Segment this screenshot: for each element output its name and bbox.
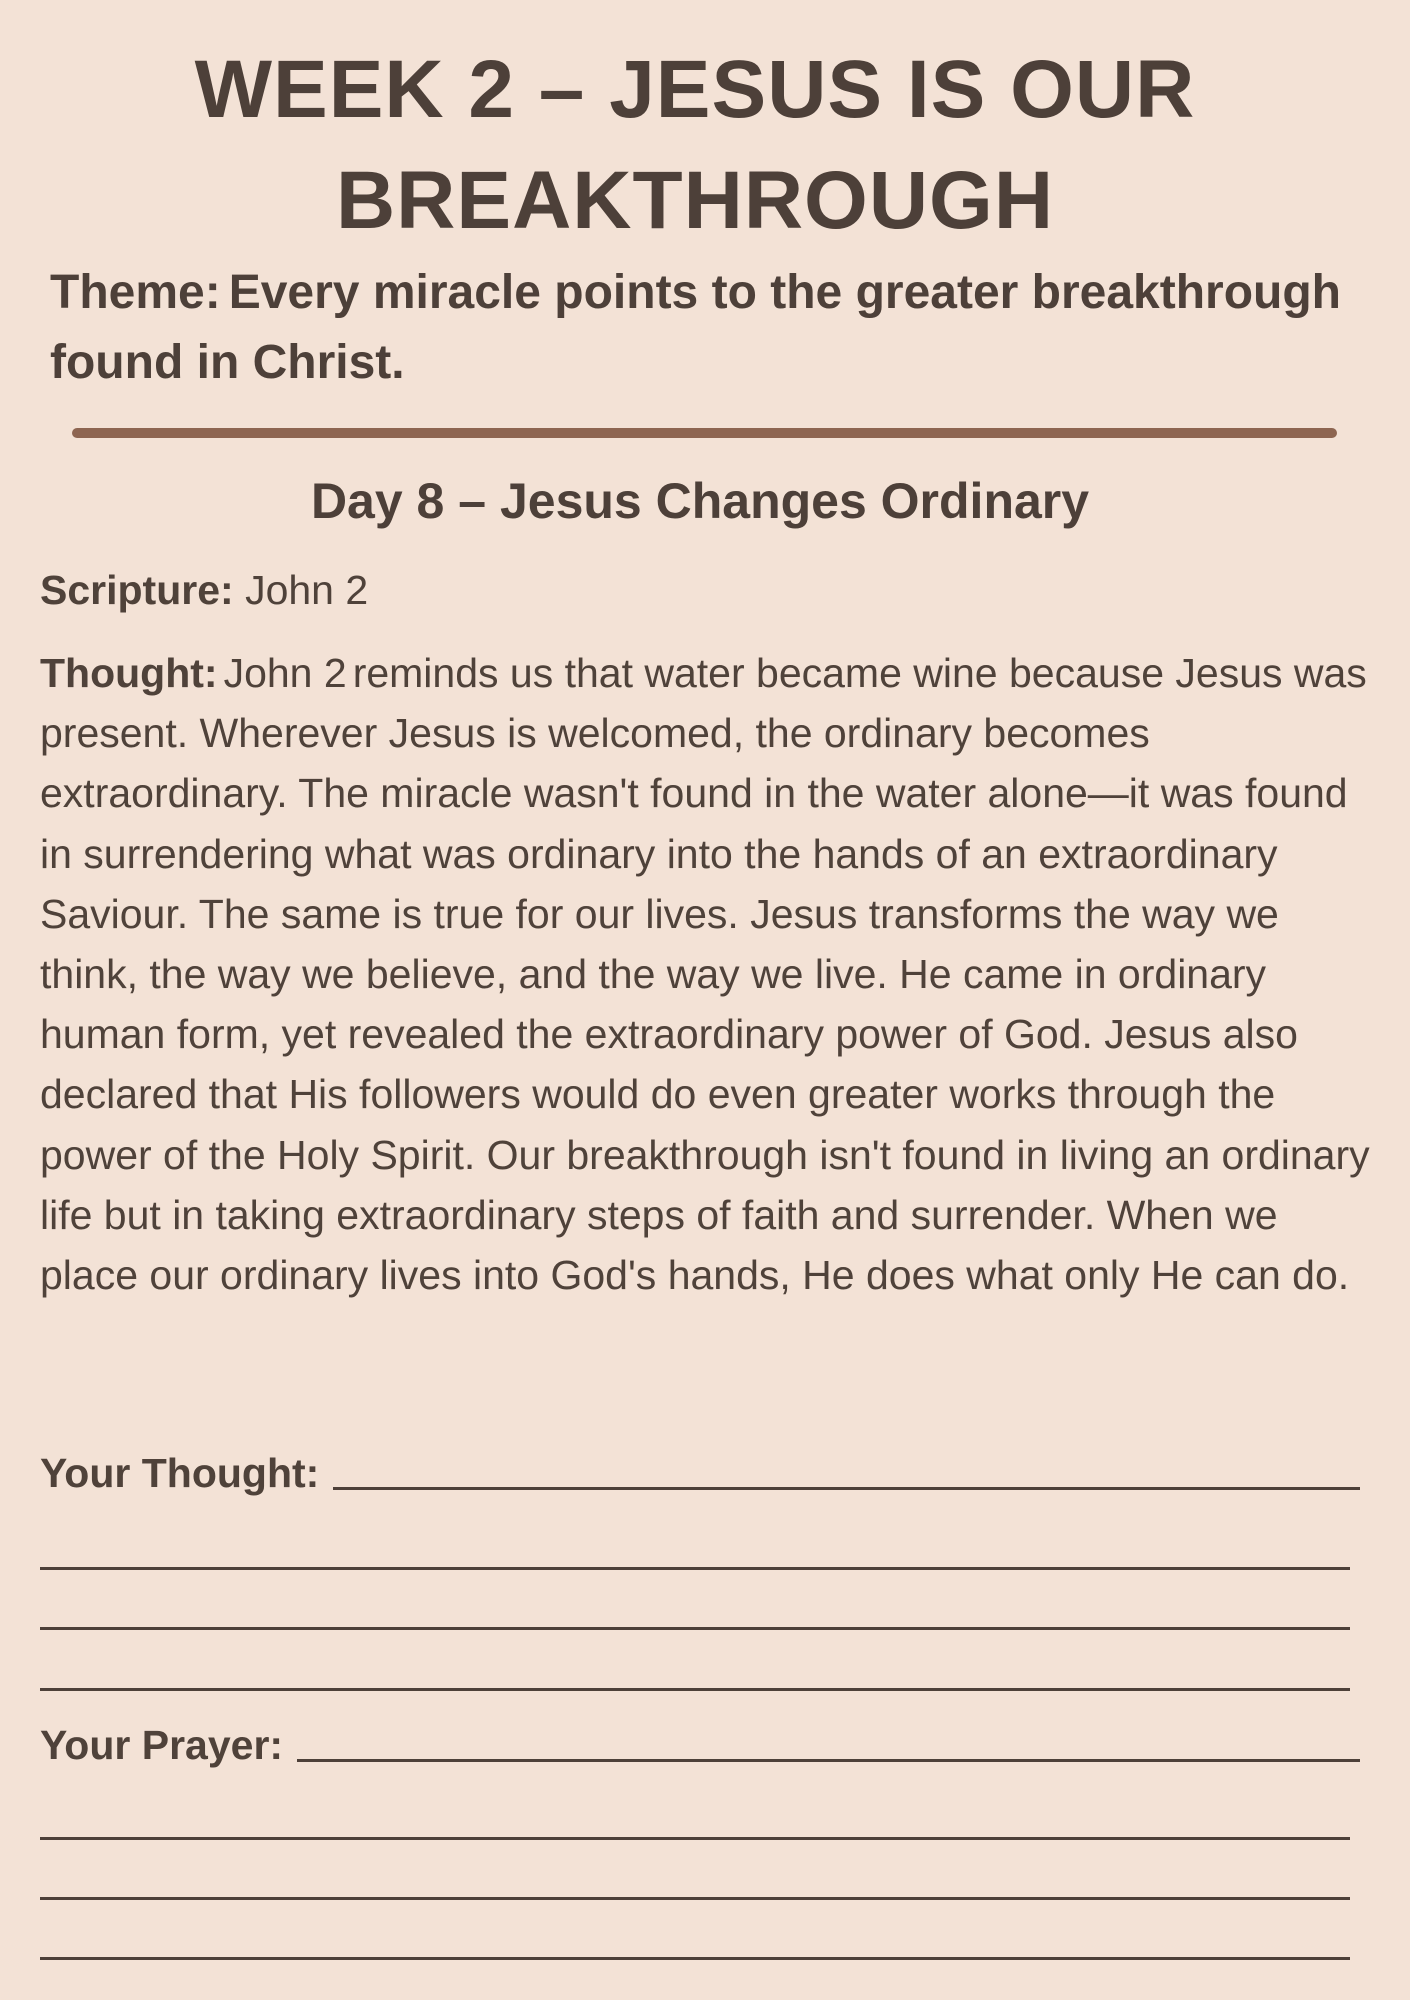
your-prayer-label: Your Prayer: xyxy=(40,1722,284,1768)
your-thought-input-line[interactable] xyxy=(333,1487,1360,1490)
prayer-writing-line-3[interactable] xyxy=(40,1897,1350,1900)
your-prayer-section xyxy=(40,1722,1360,1772)
day-title: Day 8 – Jesus Changes Ordinary xyxy=(310,473,1090,529)
section-divider xyxy=(72,428,1337,438)
thought-reference: John 2 xyxy=(223,650,347,696)
your-thought-row xyxy=(40,1450,1360,1500)
week-title: WEEK 2 – JESUS IS OUR BREAKTHROUGH xyxy=(194,44,1196,246)
theme-line xyxy=(50,258,1390,398)
your-prayer-input-line[interactable] xyxy=(297,1759,1360,1762)
prayer-writing-line-2[interactable] xyxy=(40,1837,1350,1840)
scripture-label: Scripture: xyxy=(40,567,234,613)
theme-text: Every miracle points to the greater breakthrough found in Christ. xyxy=(50,266,1341,389)
theme-label: Theme: xyxy=(50,266,221,319)
your-prayer-row xyxy=(40,1722,1360,1772)
thought-writing-line-2[interactable] xyxy=(40,1567,1350,1570)
scripture-line xyxy=(40,560,1380,620)
thought-text: reminds us that water became wine because Jesus was present. Wherever Jesus is welcomed, the ordinary becomes extraordinary. The miracle wasn't found in the water alone—it was found in surrendering what was ordinary into the hands of an extraordinary Saviour. The same is true for our lives. Jesus transforms the way we think, the way we believe, and the way we live. He came in ordinary human form, yet revealed the extraordinary power of God. Jesus also declared that His followers would do even greater works through the power of the Holy Spirit. Our breakthrough isn't found in living an ordinary life but in taking extraordinary steps of faith and surrender. When we place our ordinary lives into God's hands, He does what only He can do. xyxy=(40,650,1370,1299)
scripture-reference: John 2 xyxy=(245,567,369,613)
prayer-writing-line-4[interactable] xyxy=(40,1957,1350,1960)
your-thought-section xyxy=(40,1450,1360,1500)
thought-label: Thought: xyxy=(40,650,218,696)
thought-writing-line-3[interactable] xyxy=(40,1627,1350,1630)
thought-writing-line-4[interactable] xyxy=(40,1688,1350,1691)
thought-paragraph xyxy=(40,643,1380,1305)
your-thought-label: Your Thought: xyxy=(40,1450,320,1496)
